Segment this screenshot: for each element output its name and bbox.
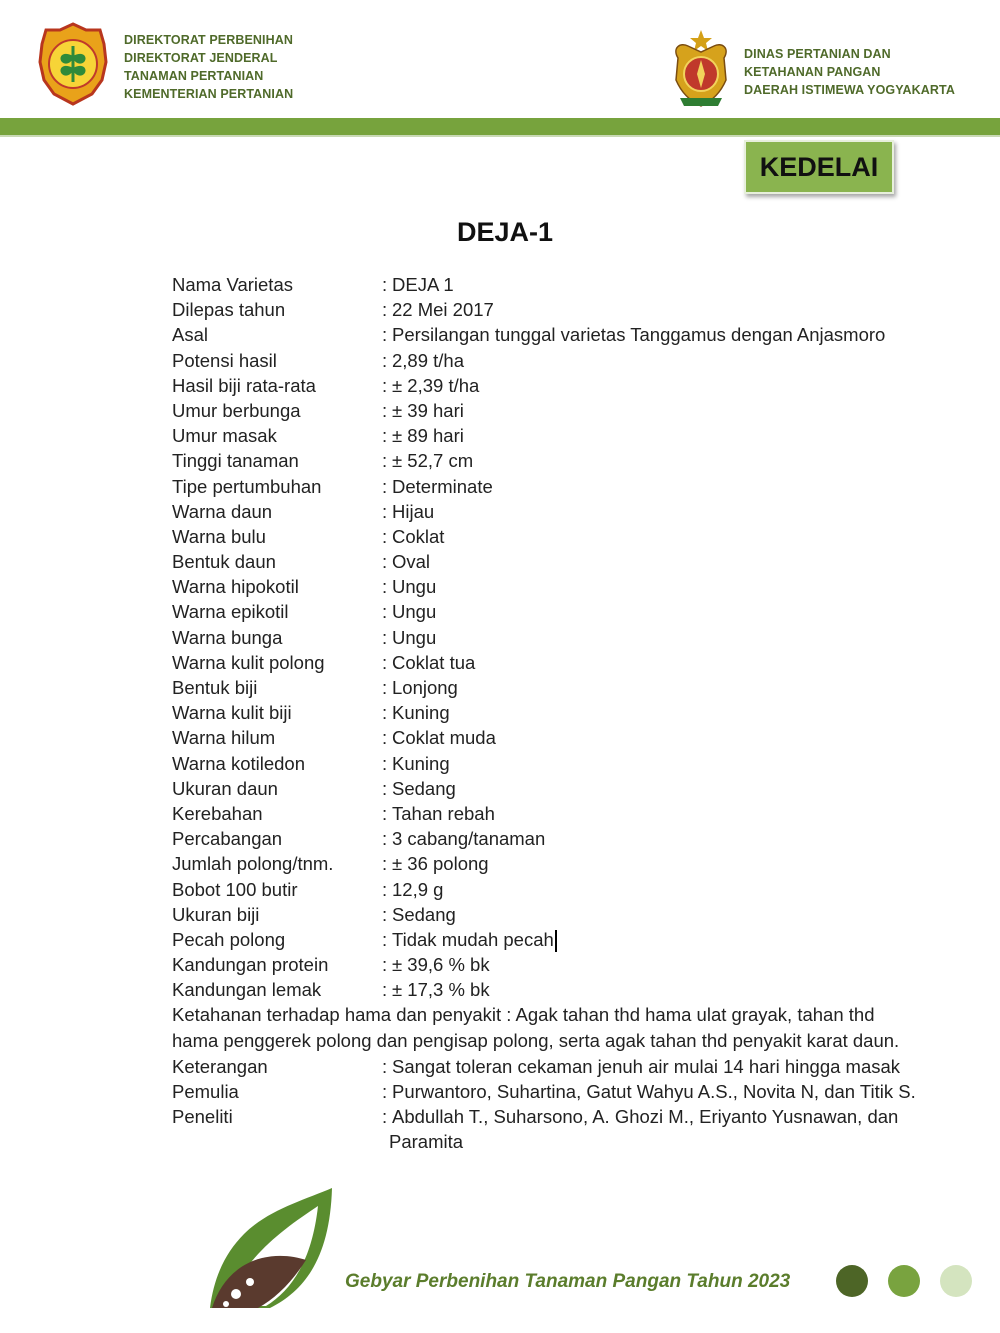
- spec-label: Warna bunga: [172, 626, 283, 648]
- spec-label: Ukuran daun: [172, 777, 278, 799]
- spec-separator: :: [382, 1080, 388, 1102]
- spec-separator: :: [382, 651, 388, 673]
- spec-label: Warna bulu: [172, 525, 266, 547]
- spec-value: 2,89 t/ha: [392, 349, 465, 371]
- spec-separator: :: [382, 979, 388, 1001]
- spec-label: Pecah polong: [172, 928, 286, 950]
- spec-value: ± 89 hari: [392, 425, 464, 447]
- spec-label: Kerebahan: [172, 802, 263, 824]
- seed-leaf-logo-icon: [208, 1186, 338, 1315]
- spec-label: Jumlah polong/tnm.: [172, 853, 334, 875]
- spec-value: Kuning: [392, 752, 450, 774]
- text-cursor: [555, 930, 557, 952]
- footer-dot-medium: [888, 1265, 920, 1297]
- spec-label: Umur masak: [172, 425, 277, 447]
- spec-label: Kandungan protein: [172, 954, 329, 976]
- spec-value: Persilangan tunggal varietas Tanggamus dengan Anjasmoro: [392, 324, 886, 346]
- spec-row: [172, 877, 912, 902]
- spec-value: Sangat toleran cekaman jenuh air mulai 14 hari hingga masak: [392, 1055, 901, 1077]
- spec-value: 22 Mei 2017: [392, 299, 494, 321]
- spec-separator: :: [382, 677, 388, 698]
- right-org-line-2: KETAHANAN PANGAN: [744, 64, 881, 79]
- spec-separator: :: [382, 525, 388, 547]
- header-divider-bar: [0, 118, 1000, 135]
- spec-value: Sedang: [392, 903, 456, 925]
- left-org-line-3: TANAMAN PERTANIAN: [124, 68, 264, 83]
- spec-separator: :: [382, 727, 388, 749]
- spec-row: [172, 650, 912, 675]
- spec-label: Kandungan lemak: [172, 979, 322, 1001]
- spec-row: [172, 1054, 912, 1079]
- spec-row: [172, 801, 912, 826]
- spec-value: ± 17,3 % bk: [392, 979, 490, 1001]
- spec-label: Asal: [172, 324, 208, 346]
- spec-separator: :: [382, 777, 388, 799]
- spec-separator: :: [382, 374, 388, 396]
- spec-label: Bobot 100 butir: [172, 878, 298, 900]
- spec-separator: :: [382, 500, 388, 522]
- spec-table: [172, 272, 912, 1002]
- spec-label: Bentuk daun: [172, 551, 276, 573]
- spec-label: Warna daun: [172, 500, 273, 522]
- spec-label: Warna kulit polong: [172, 651, 325, 673]
- spec-value: Determinate: [392, 475, 493, 497]
- spec-separator: :: [382, 399, 388, 421]
- spec-label: Warna hilum: [172, 727, 276, 749]
- footer-dot-light: [940, 1265, 972, 1297]
- spec-row: [172, 448, 912, 473]
- variety-description: [172, 272, 916, 1154]
- spec-value: DEJA 1: [392, 274, 454, 295]
- spec-row: [172, 751, 912, 776]
- resistance-paragraph: Ketahanan terhadap hama dan penyakit : Agak tahan thd hama ulat grayak, tahan thd hama penggerek polong dan pengisap polong, serta agak tahan thd penyakit karat daun.: [172, 1004, 900, 1052]
- spec-separator: :: [382, 853, 388, 875]
- spec-row: [172, 927, 912, 952]
- spec-table-tail: [172, 1054, 916, 1130]
- spec-label: Warna kotiledon: [172, 752, 305, 774]
- spec-separator: :: [382, 551, 388, 573]
- spec-value: Coklat tua: [392, 651, 476, 673]
- spec-row: [172, 297, 912, 322]
- spec-value: ± 36 polong: [392, 853, 489, 875]
- spec-separator: :: [382, 601, 388, 623]
- spec-row: [172, 851, 912, 876]
- spec-separator: :: [382, 802, 388, 824]
- spec-value: 12,9 g: [392, 878, 444, 900]
- spec-row: [172, 826, 912, 851]
- spec-value: Hijau: [392, 500, 435, 522]
- spec-value: Purwantoro, Suhartina, Gatut Wahyu A.S., Novita N, dan Titik S.: [392, 1080, 916, 1102]
- spec-label: Hasil biji rata-rata: [172, 374, 316, 396]
- spec-separator: :: [382, 274, 388, 295]
- spec-label: Warna hipokotil: [172, 576, 299, 598]
- spec-label: Pemulia: [172, 1080, 239, 1102]
- spec-value: Coklat: [392, 525, 445, 547]
- spec-separator: :: [382, 324, 388, 346]
- spec-row: [172, 499, 912, 524]
- spec-row: [172, 776, 912, 801]
- spec-separator: :: [382, 928, 388, 950]
- spec-label: Peneliti: [172, 1106, 233, 1127]
- spec-separator: :: [382, 299, 388, 321]
- right-org-line-1: DINAS PERTANIAN DAN: [744, 46, 891, 61]
- left-org-line-1: DIREKTORAT PERBENIHAN: [124, 32, 294, 47]
- category-badge: KEDELAI: [744, 140, 894, 194]
- spec-row: [172, 549, 912, 574]
- spec-separator: :: [382, 626, 388, 648]
- spec-separator: :: [382, 1055, 388, 1077]
- left-org-line-2: DIREKTORAT JENDERAL: [124, 50, 278, 65]
- spec-row: [172, 1104, 912, 1129]
- spec-value: Abdullah T., Suharsono, A. Ghozi M., Eriyanto Yusnawan, dan: [392, 1106, 899, 1127]
- spec-value: ± 39 hari: [392, 399, 464, 421]
- spec-row: [172, 902, 912, 927]
- spec-label: Potensi hasil: [172, 349, 277, 371]
- spec-label: Nama Varietas: [172, 274, 293, 295]
- peneliti-continued: Paramita: [389, 1131, 464, 1153]
- spec-label: Umur berbunga: [172, 399, 301, 421]
- spec-label: Warna epikotil: [172, 601, 289, 623]
- spec-separator: :: [382, 349, 388, 371]
- page-title: DEJA-1: [456, 217, 554, 247]
- spec-row: [172, 524, 912, 549]
- spec-row: [172, 1079, 916, 1104]
- header-left: [38, 22, 293, 111]
- spec-separator: :: [382, 828, 388, 850]
- spec-label: Tinggi tanaman: [172, 450, 299, 472]
- spec-separator: :: [382, 450, 388, 472]
- spec-value: Coklat muda: [392, 727, 496, 749]
- spec-value: Tidak mudah pecah: [392, 927, 912, 952]
- spec-label: Tipe pertumbuhan: [172, 475, 322, 497]
- spec-row: [172, 574, 912, 599]
- spec-separator: :: [382, 425, 388, 447]
- spec-value: Ungu: [392, 576, 437, 598]
- spec-label: Bentuk biji: [172, 677, 258, 698]
- spec-value: ± 52,7 cm: [392, 450, 474, 472]
- right-org-line-3: DAERAH ISTIMEWA YOGYAKARTA: [744, 82, 955, 97]
- spec-row: [172, 977, 912, 1002]
- yogyakarta-coat-of-arms-icon: [668, 28, 734, 115]
- spec-value: Sedang: [392, 777, 456, 799]
- spec-separator: :: [382, 903, 388, 925]
- spec-label: Warna kulit biji: [172, 702, 292, 724]
- spec-value: 3 cabang/tanaman: [392, 828, 546, 850]
- spec-value: ± 39,6 % bk: [392, 954, 490, 976]
- spec-value: Ungu: [392, 626, 437, 648]
- spec-row: [172, 599, 912, 624]
- spec-row: [172, 373, 912, 398]
- spec-row: [172, 675, 912, 700]
- spec-value: Tahan rebah: [392, 802, 495, 824]
- spec-row: [172, 952, 912, 977]
- spec-label: Dilepas tahun: [172, 299, 286, 321]
- spec-row: [172, 423, 912, 448]
- spec-row: [172, 474, 912, 499]
- spec-row: [172, 700, 912, 725]
- spec-separator: :: [382, 878, 388, 900]
- left-org-line-4: KEMENTERIAN PERTANIAN: [124, 86, 294, 101]
- spec-value: Oval: [392, 551, 431, 573]
- footer-event-text: Gebyar Perbenihan Tanaman Pangan Tahun 2023: [345, 1271, 791, 1292]
- spec-label: Keterangan: [172, 1055, 268, 1077]
- ministry-of-agriculture-emblem-icon: [38, 22, 108, 111]
- spec-separator: :: [382, 475, 388, 497]
- spec-row: [172, 625, 912, 650]
- spec-separator: :: [382, 576, 388, 598]
- spec-row: [172, 322, 912, 347]
- spec-value: Ungu: [392, 601, 437, 623]
- spec-label: Ukuran biji: [172, 903, 260, 925]
- spec-value: Kuning: [392, 702, 450, 724]
- spec-row: [172, 725, 912, 750]
- spec-row: [172, 348, 912, 373]
- header-right: [668, 28, 955, 115]
- spec-value: Lonjong: [392, 677, 458, 698]
- footer-dot-dark: [836, 1265, 868, 1297]
- spec-separator: :: [382, 1106, 388, 1127]
- spec-separator: :: [382, 702, 388, 724]
- spec-row: [172, 398, 912, 423]
- spec-value: ± 2,39 t/ha: [392, 374, 480, 396]
- spec-separator: :: [382, 954, 388, 976]
- spec-row: [172, 272, 912, 297]
- spec-separator: :: [382, 752, 388, 774]
- spec-label: Percabangan: [172, 828, 283, 850]
